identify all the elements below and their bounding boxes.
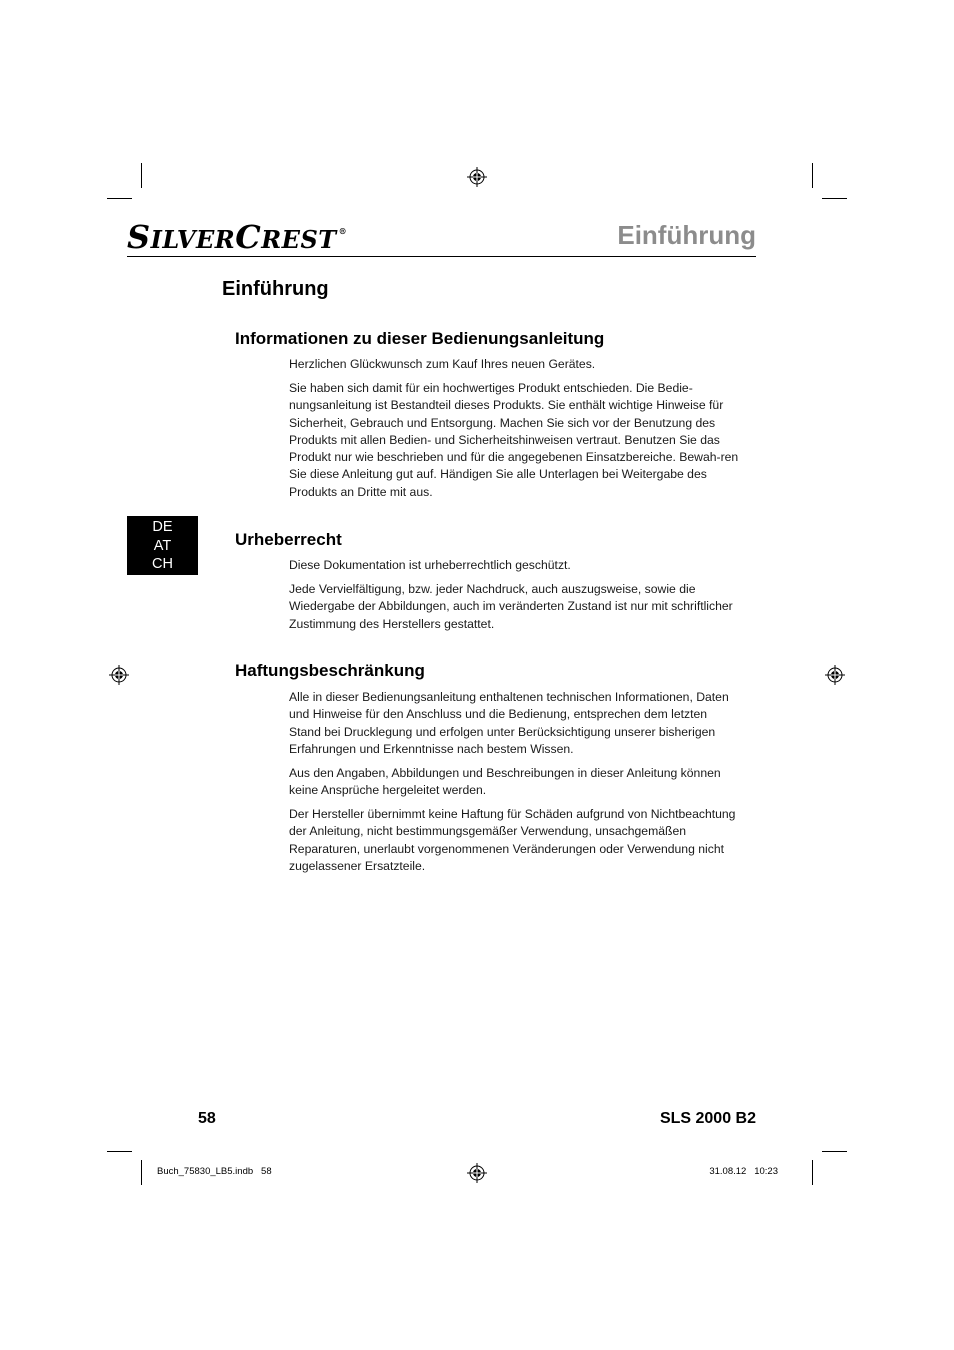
- section-heading: Informationen zu dieser Bedienungsanleitung: [235, 329, 605, 348]
- language-code: DE: [152, 519, 173, 535]
- paragraph: Der Hersteller übernimmt keine Haftung für Schäden aufgrund von Nichtbeachtung der Anleitung, nicht bestimmungsgemäßer Verwendung, unsachgemäßen Reparaturen, unerlaubt vorgenommenen Veränderungen oder Verwendung nicht zugelassener Ersatzteile.: [289, 807, 736, 873]
- section-heading: Haftungsbeschränkung: [235, 661, 425, 680]
- registration-mark-icon: [109, 665, 129, 685]
- registration-mark-icon: [467, 167, 487, 187]
- crop-mark: [141, 1160, 142, 1185]
- paragraph: Alle in dieser Bedienungsanleitung enthaltenen technischen Informationen, Daten und Hinweise für den Anschluss und die Bedienung, entsprechen dem letzten Stand bei Drucklegung und erfolgen unter Berücksichtigung unserer bisherigen Erfahrungen und Erkenntnisse nach bestem Wissen.: [289, 690, 729, 756]
- section-heading: Urheberrecht: [235, 530, 342, 549]
- crop-mark: [812, 1160, 813, 1185]
- crop-mark: [822, 198, 847, 199]
- crop-mark: [107, 198, 132, 199]
- running-header-title: Einführung: [617, 220, 756, 250]
- crop-mark: [812, 163, 813, 188]
- crop-mark: [141, 163, 142, 188]
- page-title: Einführung: [222, 278, 329, 300]
- print-slug-file: Buch_75830_LB5.indb 58: [157, 1166, 272, 1177]
- model-number: SLS 2000 B2: [659, 1110, 756, 1127]
- print-slug-date: 31.08.12 10:23: [709, 1166, 778, 1177]
- paragraph: Jede Vervielfältigung, bzw. jeder Nachdruck, auch auszugsweise, sowie die Wiedergabe der Abbildungen, auch im veränderten Zustand ist nur mit schriftlicher Zustimmung des Herstellers gestattet.: [289, 582, 733, 631]
- crop-mark: [107, 1151, 132, 1152]
- page-number: 58: [198, 1110, 216, 1127]
- language-code: CH: [152, 556, 173, 572]
- paragraph: Herzlichen Glückwunsch zum Kauf Ihres neuen Gerätes.: [289, 357, 596, 371]
- paragraph: Aus den Angaben, Abbildungen und Beschreibungen in dieser Anleitung können keine Ansprüche hergeleitet werden.: [289, 766, 721, 798]
- brand-logo: SILVERCREST ®: [127, 218, 348, 256]
- paragraph: Sie haben sich damit für ein hochwertiges Produkt entschieden. Die Bedie-nungsanleitung ist Bestandteil dieses Produkts. Sie enthält wichtige Hinweise für Sicherheit, Gebrauch und Entsorgung. Machen Sie sich vor der Benutzung des Produkts mit allen Bedien- und Sicherheitshinweisen vertraut. Benutzen Sie das Produkt nur wie beschrieben und für die angegebenen Einsatzbereiche. Bewah-ren Sie diese Anleitung gut auf. Händigen Sie alle Unterlagen bei Weitergabe des Produkts an Dritte mit aus.: [289, 381, 739, 499]
- registration-mark-icon: [825, 665, 845, 685]
- header-rule: [127, 256, 756, 257]
- language-tab: [127, 516, 198, 575]
- language-code: AT: [153, 537, 172, 554]
- crop-mark: [822, 1151, 847, 1152]
- registration-mark-icon: [467, 1163, 487, 1183]
- paragraph: Diese Dokumentation ist urheberrechtlich geschützt.: [289, 558, 571, 572]
